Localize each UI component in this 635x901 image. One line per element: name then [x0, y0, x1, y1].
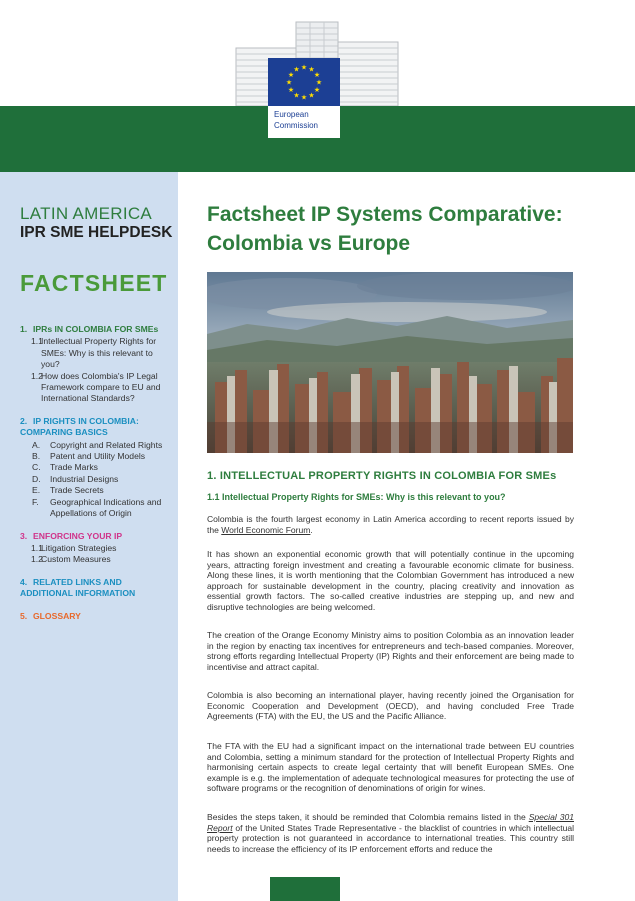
- toc-section-title[interactable]: [20, 577, 170, 600]
- eu-star-icon: ★: [313, 87, 321, 94]
- toc-section-number: 2.: [20, 415, 28, 426]
- helpdesk-title-line1: LATIN AMERICA: [20, 204, 153, 223]
- section-1-heading: 1. INTELLECTUAL PROPERTY RIGHTS IN COLOMBIA FOR SMEs: [207, 470, 557, 482]
- paragraph-1-end: .: [310, 524, 313, 535]
- eu-star-icon: ★: [287, 72, 295, 79]
- eu-star-icon: ★: [285, 79, 293, 87]
- eu-star-icon: ★: [300, 64, 308, 72]
- eu-star-icon: ★: [308, 92, 315, 100]
- toc-item-number: B.: [32, 451, 41, 462]
- toc-section-2: [20, 416, 170, 520]
- toc-item[interactable]: [20, 440, 170, 451]
- toc-item[interactable]: [20, 497, 170, 520]
- toc-item-label: Geographical Indications and Appellations of Origin: [50, 496, 162, 519]
- toc-item-number: A.: [32, 439, 41, 450]
- toc-item-number: E.: [32, 485, 41, 496]
- toc-item-number: F.: [32, 496, 39, 507]
- toc-section-label: IP RIGHTS IN COLOMBIA: COMPARING BASICS: [20, 415, 139, 438]
- special-301-report-link[interactable]: Special 301 Report: [207, 812, 574, 833]
- factsheet-label: FACTSHEET: [20, 270, 168, 296]
- european-commission-logo[interactable]: [268, 58, 340, 138]
- eu-star-icon: ★: [313, 72, 321, 79]
- paragraph-6: [207, 812, 574, 854]
- toc-section-1: [20, 324, 170, 405]
- toc-section-label: ENFORCING YOUR IP: [33, 530, 123, 541]
- toc-item-label: Intellectual Property Rights for SMEs: Why is this relevant to you?: [41, 336, 157, 370]
- toc-item-number: 1.1: [31, 542, 43, 553]
- subsection-1-1-heading: 1.1 Intellectual Property Rights for SMEs: Why is this relevant to you?: [207, 492, 506, 502]
- toc-section-title[interactable]: [20, 324, 170, 335]
- toc-item-label: Industrial Designs: [50, 473, 119, 484]
- eu-star-icon: ★: [287, 87, 295, 94]
- toc-section-label: IPRs IN COLOMBIA FOR SMEs: [33, 324, 159, 334]
- toc-item-label: Trade Marks: [50, 462, 98, 473]
- toc-item-label: Custom Measures: [41, 554, 111, 565]
- toc-section-title[interactable]: [20, 531, 170, 542]
- toc-item[interactable]: [20, 485, 170, 496]
- toc-item-label: Litigation Strategies: [41, 542, 117, 553]
- toc-item-label: Trade Secrets: [50, 485, 104, 496]
- eu-star-icon: ★: [300, 94, 308, 102]
- toc-item[interactable]: [20, 451, 170, 462]
- world-economic-forum-link[interactable]: World Economic Forum: [221, 524, 311, 535]
- toc-section-4: [20, 577, 170, 600]
- paragraph-4: Colombia is also becoming an international player, having recently joined the Organisation for Economic Cooperation and Development (OECD), and having concluded Free Trade Agreements (FTA) with the EU, the US and the Pacific Alliance.: [207, 690, 574, 722]
- page-title: Factsheet IP Systems Comparative: Colombia vs Europe: [207, 203, 563, 255]
- toc-item[interactable]: [20, 462, 170, 473]
- helpdesk-title-line2: IPR SME HELPDESK: [20, 224, 173, 241]
- toc-item[interactable]: [20, 474, 170, 485]
- paragraph-2: It has shown an exponential economic growth that will potentially continue in the upcoming years, attracting foreign investment and creating a favourable economic climate for business. Along these lines, it is worth mentioning that the Colombian Government has introduced a new approach for sustainable development in the country, placing creativity and innovation as essential growth factors. The so-called creative industries are stepping up, and new and disruptive technologies are being welcomed.: [207, 549, 574, 612]
- toc-section-label: RELATED LINKS AND ADDITIONAL INFORMATION: [20, 576, 136, 599]
- sidebar: [0, 172, 178, 901]
- paragraph-6-end: of the United States Trade Representative - the blacklist of countries in which intellectual property protection is not guaranteed in accordance to international treaties. This country still needs to increase the efficiency of its IP enforcement efforts and reduce the: [207, 822, 574, 854]
- paragraph-5: The FTA with the EU had a significant impact on the international trade between EU countries and Colombia, setting a minimum standard for the protection of Intellectual Property Rights and harmonising certain aspects to create legal certainty that will benefit European SMEs. One example is e.g. the implementation of adequate technological measures for protecting the use of software programs or the recognition of denominations of origin for wines.: [207, 741, 574, 794]
- toc-section-title[interactable]: [20, 416, 170, 439]
- paragraph-1-text: Colombia is the fourth largest economy in Latin America according to recent reports issued by the: [207, 514, 574, 535]
- eu-flag-icon: [268, 58, 340, 106]
- toc-item-label: Copyright and Related Rights: [50, 439, 163, 450]
- toc-item-number: D.: [32, 473, 41, 484]
- ec-logo-line2: Commission: [274, 121, 319, 130]
- toc-item[interactable]: [20, 371, 170, 405]
- eu-star-icon: ★: [293, 92, 300, 100]
- paragraph-6-text: Besides the steps taken, it should be reminded that Colombia remains listed in the: [207, 812, 529, 822]
- toc-section-number: 5.: [20, 610, 28, 621]
- ec-logo-text: [274, 109, 318, 131]
- toc-item[interactable]: [20, 554, 170, 565]
- toc-item-number: 1.2: [31, 554, 43, 565]
- ec-logo-line1: European: [274, 110, 309, 119]
- toc-section-title[interactable]: [20, 611, 170, 622]
- toc-item-label: Patent and Utility Models: [50, 451, 146, 462]
- eu-star-icon: ★: [293, 66, 300, 74]
- toc-section-label: GLOSSARY: [33, 610, 81, 621]
- toc-section-3: [20, 531, 170, 566]
- table-of-contents: [20, 324, 170, 633]
- toc-item-number: 1.2: [31, 370, 43, 381]
- toc-section-number: 1.: [20, 324, 28, 334]
- eu-star-icon: ★: [315, 79, 323, 87]
- toc-item[interactable]: [20, 543, 170, 554]
- medellin-cityscape-image: [207, 272, 573, 453]
- toc-section-number: 4.: [20, 576, 28, 587]
- paragraph-3: The creation of the Orange Economy Ministry aims to position Colombia as an innovation leader in the region by enacting tax incentives for entrepreneurs and tech-based companies. Moreover, strong efforts regarding Intellectual Property (IP) Rights and their enforcement are being made to incentivise and attract capital.: [207, 630, 574, 672]
- toc-item-label: How does Colombia's IP Legal Framework compare to EU and International Standards?: [41, 370, 161, 404]
- toc-item[interactable]: [20, 336, 170, 370]
- footer-green-tab: [270, 877, 340, 901]
- eu-star-icon: ★: [308, 66, 315, 74]
- toc-section-5: [20, 611, 170, 622]
- toc-section-number: 3.: [20, 530, 28, 541]
- toc-item-number: 1.1: [31, 336, 43, 347]
- toc-item-number: C.: [32, 462, 41, 473]
- paragraph-1: [207, 514, 574, 535]
